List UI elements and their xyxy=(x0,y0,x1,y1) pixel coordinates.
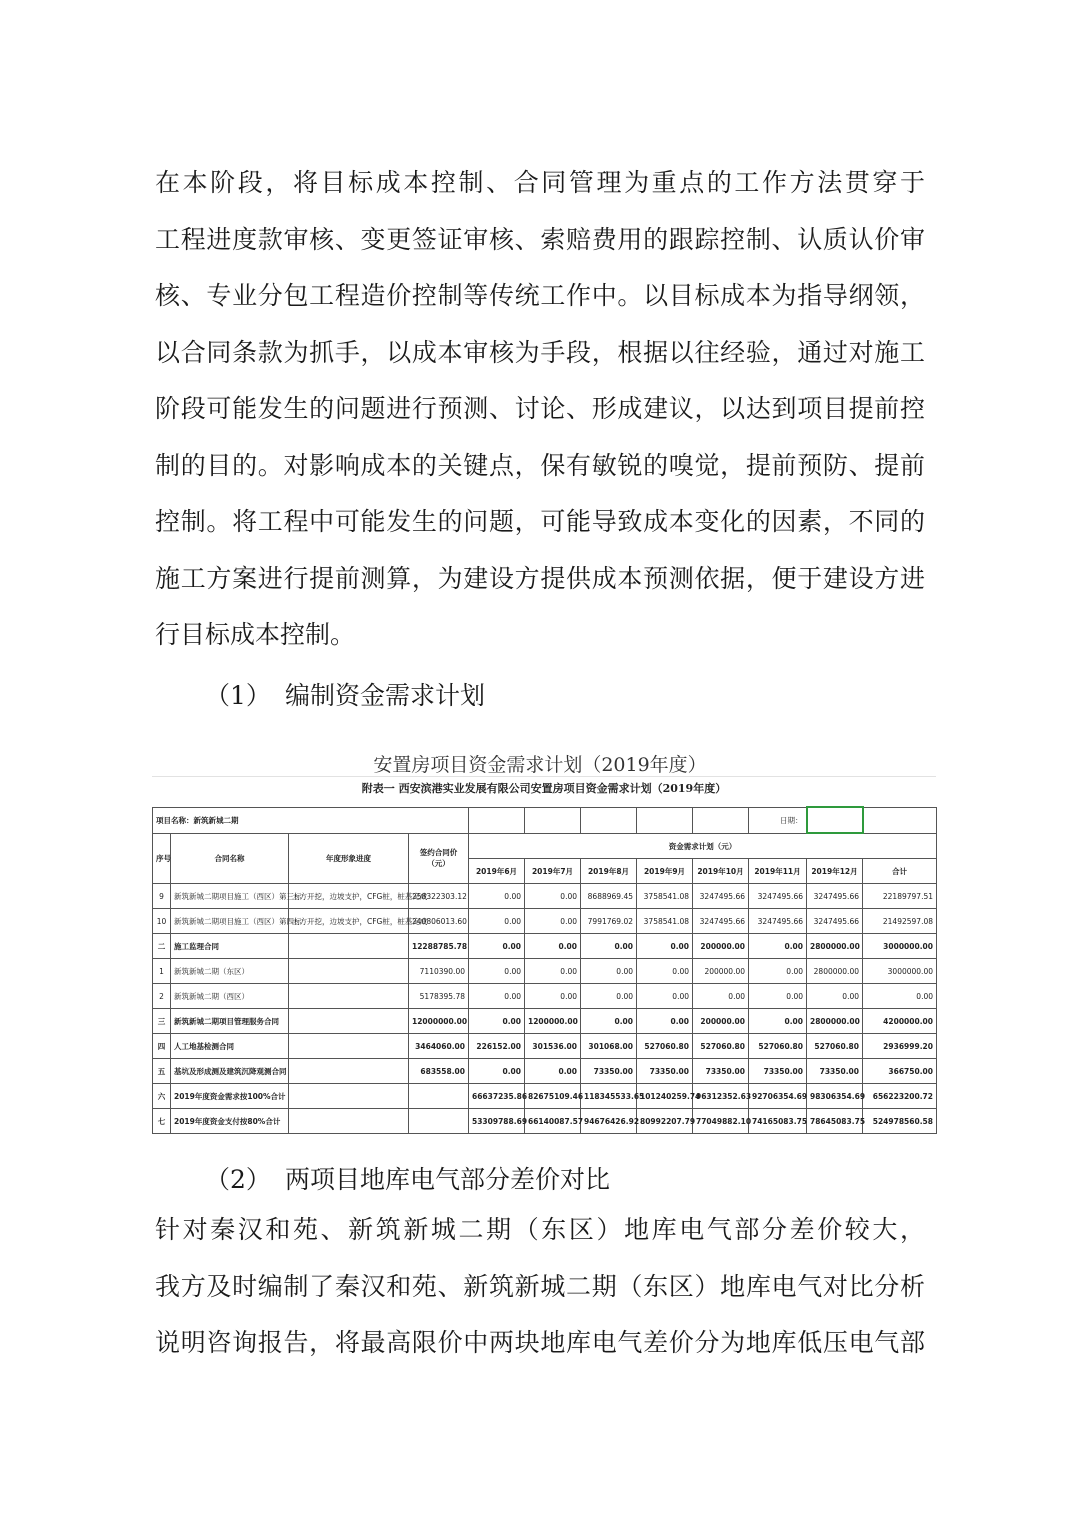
header-month: 2019年11月 xyxy=(749,859,807,884)
row-value: 226152.00 xyxy=(469,1034,525,1059)
row-contract-name: 基坑及形成测及建筑沉降观测合同 xyxy=(171,1059,289,1084)
row-contract-name: 人工地基检测合同 xyxy=(171,1034,289,1059)
row-seq: 六 xyxy=(153,1084,171,1109)
row-scope: 土方开挖，边坡支护，CFG桩，桩基完成 xyxy=(289,909,409,934)
section-title-2: 两项目地库电气部分差价对比 xyxy=(285,1165,611,1194)
row-value: 118345533.65 xyxy=(581,1084,637,1109)
paragraph-line: 制的目的。对影响成本的关键点，保有敏锐的嗅觉，提前预防、提前 xyxy=(155,450,925,480)
row-amount: 258322303.12 xyxy=(409,884,469,909)
row-contract-name: 新筑新城二期（东区） xyxy=(171,959,289,984)
row-value: 1200000.00 xyxy=(525,1009,581,1034)
spreadsheet-image xyxy=(152,776,936,1138)
paragraph-line: 控制。将工程中可能发生的问题，可能导致成本变化的因素，不同的 xyxy=(155,507,925,536)
row-value: 527060.80 xyxy=(749,1034,807,1059)
row-value: 527060.80 xyxy=(637,1034,693,1059)
row-value: 0.00 xyxy=(525,984,581,1009)
row-contract-name: 新筑新城二期项目管理服务合同 xyxy=(171,1009,289,1034)
row-value: 0.00 xyxy=(749,934,807,959)
row-value: 3247495.66 xyxy=(749,884,807,909)
row-value: 21492597.08 xyxy=(863,909,937,934)
table-row xyxy=(153,1084,937,1109)
row-value: 2800000.00 xyxy=(807,934,863,959)
row-value: 3247495.66 xyxy=(693,909,749,934)
sheet-subtitle: 附表一 西安滨港实业发展有限公司安置房项目资金需求计划（2019年度） xyxy=(361,782,727,795)
row-contract-name: 新筑新城二期项目施工（西区）第四标 xyxy=(171,909,289,934)
row-amount: 240806013.60 xyxy=(409,909,469,934)
table-caption: 安置房项目资金需求计划（2019年度） xyxy=(373,754,707,776)
row-value: 0.00 xyxy=(525,909,581,934)
row-seq: 9 xyxy=(153,884,171,909)
row-scope xyxy=(289,1109,409,1134)
paragraph-line: 行目标成本控制。 xyxy=(155,620,356,649)
header-month: 2019年7月 xyxy=(525,859,581,884)
row-value: 301068.00 xyxy=(581,1034,637,1059)
row-scope xyxy=(289,1084,409,1109)
row-value: 73350.00 xyxy=(637,1059,693,1084)
header-month: 2019年12月 xyxy=(807,859,863,884)
row-value: 74165083.75 xyxy=(749,1109,807,1134)
row-amount: 5178395.78 xyxy=(409,984,469,1009)
row-value: 0.00 xyxy=(525,934,581,959)
header-amount: 签约合同价（元） xyxy=(409,833,469,884)
row-seq: 1 xyxy=(153,959,171,984)
row-amount xyxy=(409,1109,469,1134)
row-value: 0.00 xyxy=(637,934,693,959)
row-value: 0.00 xyxy=(525,884,581,909)
row-value: 0.00 xyxy=(469,934,525,959)
row-value: 8688969.45 xyxy=(581,884,637,909)
paragraph-line: 在本阶段，将目标成本控制、合同管理为重点的工作方法贯穿于 xyxy=(155,168,925,197)
header-month: 合计 xyxy=(863,859,937,884)
header-seq: 序号 xyxy=(153,833,171,884)
row-seq: 10 xyxy=(153,909,171,934)
section-number-2: （2） xyxy=(205,1165,271,1194)
row-value: 7991769.02 xyxy=(581,909,637,934)
row-value: 94676426.92 xyxy=(581,1109,637,1134)
row-value: 0.00 xyxy=(525,1059,581,1084)
row-scope xyxy=(289,1059,409,1084)
row-value: 0.00 xyxy=(525,959,581,984)
row-value: 22189797.51 xyxy=(863,884,937,909)
row-value: 0.00 xyxy=(469,959,525,984)
selected-cell[interactable] xyxy=(807,807,863,833)
row-contract-name: 2019年度资金支付按80%合计 xyxy=(171,1109,289,1134)
row-value: 78645083.75 xyxy=(807,1109,863,1134)
body-paragraph-2 xyxy=(155,1202,925,1372)
row-scope: 土方开挖，边坡支护，CFG桩，桩基完成 xyxy=(289,884,409,909)
paragraph-line: 以合同条款为抓手，以成本审核为手段，根据以往经验，通过对施工 xyxy=(155,337,925,367)
row-seq: 七 xyxy=(153,1109,171,1134)
table-row xyxy=(153,909,937,934)
section-number-1: （1） xyxy=(205,681,271,710)
row-value: 73350.00 xyxy=(581,1059,637,1084)
row-scope xyxy=(289,959,409,984)
section-title-1: 编制资金需求计划 xyxy=(285,681,486,710)
row-value: 73350.00 xyxy=(693,1059,749,1084)
row-value: 73350.00 xyxy=(807,1059,863,1084)
row-scope xyxy=(289,1009,409,1034)
row-value: 0.00 xyxy=(469,1009,525,1034)
row-value: 0.00 xyxy=(749,984,807,1009)
row-value: 3000000.00 xyxy=(863,934,937,959)
row-value: 92706354.69 xyxy=(749,1084,807,1109)
row-contract-name: 新筑新城二期项目施工（西区）第三标 xyxy=(171,884,289,909)
row-scope xyxy=(289,984,409,1009)
row-amount: 3464060.00 xyxy=(409,1034,469,1059)
header-contract: 合同名称 xyxy=(171,833,289,884)
row-value: 82675109.46 xyxy=(525,1084,581,1109)
row-amount: 7110390.00 xyxy=(409,959,469,984)
row-value: 3247495.66 xyxy=(749,909,807,934)
row-value: 200000.00 xyxy=(693,1009,749,1034)
row-value: 2936999.20 xyxy=(863,1034,937,1059)
header-month: 2019年9月 xyxy=(637,859,693,884)
row-seq: 2 xyxy=(153,984,171,1009)
row-value: 0.00 xyxy=(581,934,637,959)
row-value: 0.00 xyxy=(581,1009,637,1034)
table-row xyxy=(153,884,937,909)
table-row xyxy=(153,959,937,984)
date-label-cell: 日期： xyxy=(749,807,807,833)
row-value: 0.00 xyxy=(749,1009,807,1034)
row-value: 3247495.66 xyxy=(807,909,863,934)
paragraph-line: 阶段可能发生的问题进行预测、讨论、形成建议，以达到项目提前控 xyxy=(155,394,925,423)
row-seq: 五 xyxy=(153,1059,171,1084)
paragraph-line: 施工方案进行提前测算，为建设方提供成本预测依据，便于建设方进 xyxy=(155,563,925,593)
row-value: 98306354.69 xyxy=(807,1084,863,1109)
row-amount: 12000000.00 xyxy=(409,1009,469,1034)
row-value: 200000.00 xyxy=(693,959,749,984)
row-value: 0.00 xyxy=(581,984,637,1009)
row-seq: 三 xyxy=(153,1009,171,1034)
row-contract-name: 新筑新城二期（西区） xyxy=(171,984,289,1009)
paragraph-line: 我方及时编制了秦汉和苑、新筑新城二期（东区）地库电气对比分析 xyxy=(155,1271,925,1301)
row-value: 0.00 xyxy=(749,959,807,984)
row-value: 96312352.63 xyxy=(693,1084,749,1109)
row-value: 73350.00 xyxy=(749,1059,807,1084)
row-value: 80992207.79 xyxy=(637,1109,693,1134)
row-value: 3247495.66 xyxy=(807,884,863,909)
table-project-row xyxy=(153,807,937,833)
row-seq: 二 xyxy=(153,934,171,959)
paragraph-line: 工程进度款审核、变更签证审核、索赔费用的跟踪控制、认质认价审 xyxy=(155,224,925,254)
row-value: 0.00 xyxy=(807,984,863,1009)
row-value: 0.00 xyxy=(581,959,637,984)
row-value: 0.00 xyxy=(469,884,525,909)
row-value: 527060.80 xyxy=(693,1034,749,1059)
row-amount: 683558.00 xyxy=(409,1059,469,1084)
table-row xyxy=(153,1059,937,1084)
row-value: 0.00 xyxy=(863,984,937,1009)
header-month: 2019年6月 xyxy=(469,859,525,884)
section-heading-2 xyxy=(205,1160,610,1196)
table-row xyxy=(153,1109,937,1134)
row-value: 66637235.86 xyxy=(469,1084,525,1109)
row-scope xyxy=(289,934,409,959)
row-value: 301536.00 xyxy=(525,1034,581,1059)
row-contract-name: 施工监理合同 xyxy=(171,934,289,959)
row-scope xyxy=(289,1034,409,1059)
row-amount xyxy=(409,1084,469,1109)
paragraph-line: 核、专业分包工程造价控制等传统工作中。以目标成本为指导纲领， xyxy=(155,281,925,310)
row-value: 0.00 xyxy=(469,1059,525,1084)
table-row xyxy=(153,984,937,1009)
row-value: 0.00 xyxy=(637,1009,693,1034)
table-row xyxy=(153,1034,937,1059)
funding-plan-table xyxy=(152,806,937,1134)
table-header-row-1 xyxy=(153,833,937,859)
row-value: 3247495.66 xyxy=(693,884,749,909)
row-contract-name: 2019年度资金需求按100%合计 xyxy=(171,1084,289,1109)
row-value: 0.00 xyxy=(637,959,693,984)
row-amount: 12288785.78 xyxy=(409,934,469,959)
row-value: 66140087.57 xyxy=(525,1109,581,1134)
row-value: 2800000.00 xyxy=(807,959,863,984)
row-value: 0.00 xyxy=(469,984,525,1009)
row-value: 3758541.08 xyxy=(637,884,693,909)
row-value: 527060.80 xyxy=(807,1034,863,1059)
row-value: 3000000.00 xyxy=(863,959,937,984)
paragraph-line: 说明咨询报告，将最高限价中两块地库电气差价分为地库低压电气部 xyxy=(155,1328,925,1357)
row-value: 3758541.08 xyxy=(637,909,693,934)
header-month: 2019年10月 xyxy=(693,859,749,884)
project-name-cell: 项目名称：新筑新城二期 xyxy=(153,807,469,833)
row-value: 77049882.10 xyxy=(693,1109,749,1134)
row-value: 524978560.58 xyxy=(863,1109,937,1134)
header-scope: 年度形象进度 xyxy=(289,833,409,884)
row-value: 366750.00 xyxy=(863,1059,937,1084)
header-month: 2019年8月 xyxy=(581,859,637,884)
table-row xyxy=(153,934,937,959)
row-value: 0.00 xyxy=(693,984,749,1009)
row-value: 656223200.72 xyxy=(863,1084,937,1109)
header-plan-group: 资金需求计划（元） xyxy=(469,833,937,859)
paragraph-line: 针对秦汉和苑、新筑新城二期（东区）地库电气部分差价较大， xyxy=(155,1215,925,1244)
row-value: 0.00 xyxy=(637,984,693,1009)
row-value: 101240259.74 xyxy=(637,1084,693,1109)
row-value: 4200000.00 xyxy=(863,1009,937,1034)
row-seq: 四 xyxy=(153,1034,171,1059)
row-value: 200000.00 xyxy=(693,934,749,959)
body-paragraph-1 xyxy=(155,155,925,664)
row-value: 53309788.69 xyxy=(469,1109,525,1134)
table-row xyxy=(153,1009,937,1034)
section-heading-1 xyxy=(205,676,485,712)
row-value: 0.00 xyxy=(469,909,525,934)
row-value: 2800000.00 xyxy=(807,1009,863,1034)
